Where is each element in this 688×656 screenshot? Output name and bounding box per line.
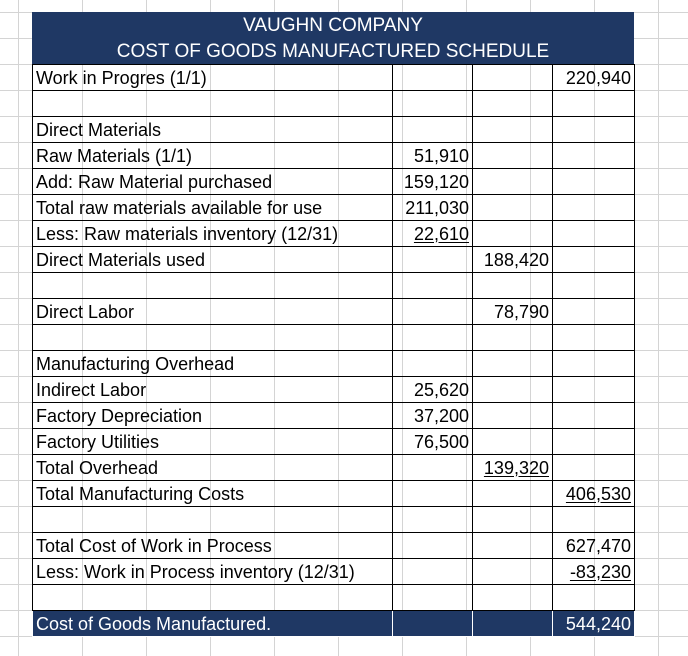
- cell[interactable]: [553, 91, 635, 117]
- blank-row: [33, 585, 635, 611]
- total-manufacturing-costs-value: 406,530: [565, 483, 631, 504]
- cell[interactable]: [553, 351, 635, 377]
- cell[interactable]: [553, 299, 635, 325]
- schedule-title: COST OF GOODS MANUFACTURED SCHEDULE: [116, 41, 550, 62]
- factory-utilities-value[interactable]: 76,500: [393, 429, 473, 455]
- cell[interactable]: [393, 351, 473, 377]
- indirect-labor-value[interactable]: 25,620: [393, 377, 473, 403]
- table-row: [33, 351, 635, 377]
- table-row: [33, 533, 635, 559]
- table-row: [33, 481, 635, 507]
- cell[interactable]: [553, 117, 635, 143]
- table-row: [33, 455, 635, 481]
- cell[interactable]: [473, 195, 553, 221]
- cell[interactable]: [553, 585, 635, 611]
- company-name: VAUGHN COMPANY: [243, 15, 423, 36]
- cell[interactable]: [393, 299, 473, 325]
- blank-row: [33, 507, 635, 533]
- direct-materials-used-label[interactable]: Direct Materials used: [33, 247, 393, 273]
- direct-labor-value[interactable]: 78,790: [473, 299, 553, 325]
- cell[interactable]: [553, 429, 635, 455]
- raw-materials-ending-label[interactable]: Less: Raw materials inventory (12/31): [33, 221, 393, 247]
- indirect-labor-label[interactable]: Indirect Labor: [33, 377, 393, 403]
- table-row: [33, 65, 635, 91]
- cell[interactable]: [473, 143, 553, 169]
- cell[interactable]: [553, 507, 635, 533]
- cell[interactable]: [393, 611, 473, 637]
- cell[interactable]: [553, 455, 635, 481]
- cogm-value[interactable]: 544,240: [553, 611, 635, 637]
- factory-depreciation-label[interactable]: Factory Depreciation: [33, 403, 393, 429]
- cell[interactable]: [473, 585, 553, 611]
- cell[interactable]: [473, 403, 553, 429]
- cell[interactable]: [473, 351, 553, 377]
- cell[interactable]: [553, 247, 635, 273]
- wip-ending-label[interactable]: Less: Work in Process inventory (12/31): [33, 559, 393, 585]
- raw-material-purchased-label[interactable]: Add: Raw Material purchased: [33, 169, 393, 195]
- cogm-schedule: [32, 12, 634, 637]
- direct-labor-label[interactable]: Direct Labor: [33, 299, 393, 325]
- total-raw-available-value[interactable]: 211,030: [393, 195, 473, 221]
- cell[interactable]: [473, 377, 553, 403]
- schedule-table: [32, 64, 635, 637]
- factory-depreciation-value[interactable]: 37,200: [393, 403, 473, 429]
- cell[interactable]: [473, 429, 553, 455]
- cell[interactable]: [473, 117, 553, 143]
- cell[interactable]: [473, 169, 553, 195]
- cell[interactable]: [393, 533, 473, 559]
- cell[interactable]: [473, 221, 553, 247]
- cell[interactable]: [393, 65, 473, 91]
- direct-materials-heading[interactable]: Direct Materials: [33, 117, 393, 143]
- cell[interactable]: [33, 507, 393, 533]
- raw-materials-ending-value: 22,610: [413, 223, 469, 244]
- schedule-header[interactable]: [32, 12, 634, 64]
- cogm-label[interactable]: Cost of Goods Manufactured.: [33, 611, 393, 637]
- cell[interactable]: [553, 195, 635, 221]
- cell[interactable]: [473, 507, 553, 533]
- cell[interactable]: [473, 325, 553, 351]
- raw-materials-beginning-value[interactable]: 51,910: [393, 143, 473, 169]
- cell[interactable]: [33, 91, 393, 117]
- cell[interactable]: [473, 273, 553, 299]
- cell[interactable]: [553, 143, 635, 169]
- total-manufacturing-costs-label[interactable]: Total Manufacturing Costs: [33, 481, 393, 507]
- cell[interactable]: [33, 585, 393, 611]
- cell[interactable]: [553, 325, 635, 351]
- cell[interactable]: [393, 507, 473, 533]
- blank-row: [33, 91, 635, 117]
- cell[interactable]: [553, 377, 635, 403]
- total-overhead-label[interactable]: Total Overhead: [33, 455, 393, 481]
- factory-utilities-label[interactable]: Factory Utilities: [33, 429, 393, 455]
- cell[interactable]: [393, 585, 473, 611]
- cell[interactable]: [473, 559, 553, 585]
- blank-row: [33, 273, 635, 299]
- cell[interactable]: [33, 325, 393, 351]
- cell[interactable]: [473, 533, 553, 559]
- cell[interactable]: [393, 325, 473, 351]
- cell[interactable]: [393, 481, 473, 507]
- total-raw-available-label[interactable]: Total raw materials available for use: [33, 195, 393, 221]
- cell[interactable]: [393, 559, 473, 585]
- cell[interactable]: [393, 247, 473, 273]
- wip-ending-value: -83,230: [569, 561, 631, 582]
- cell[interactable]: [553, 403, 635, 429]
- cell[interactable]: [473, 91, 553, 117]
- table-row: [33, 195, 635, 221]
- cell[interactable]: [393, 455, 473, 481]
- raw-material-purchased-value[interactable]: 159,120: [393, 169, 473, 195]
- direct-materials-used-value[interactable]: 188,420: [473, 247, 553, 273]
- total-cost-wip-label[interactable]: Total Cost of Work in Process: [33, 533, 393, 559]
- wip-ending-cell[interactable]: [553, 559, 635, 585]
- total-overhead-cell[interactable]: [473, 455, 553, 481]
- overhead-heading[interactable]: Manufacturing Overhead: [33, 351, 393, 377]
- table-row: [33, 221, 635, 247]
- wip-beginning-label[interactable]: Work in Progres (1/1): [33, 65, 393, 91]
- total-manufacturing-costs-cell[interactable]: [553, 481, 635, 507]
- raw-materials-beginning-label[interactable]: Raw Materials (1/1): [33, 143, 393, 169]
- cell[interactable]: [473, 65, 553, 91]
- cell[interactable]: [553, 169, 635, 195]
- cell[interactable]: [473, 481, 553, 507]
- cell[interactable]: [473, 611, 553, 637]
- total-overhead-value: 139,320: [483, 457, 549, 478]
- table-row: [33, 559, 635, 585]
- raw-materials-ending-cell[interactable]: [393, 221, 473, 247]
- table-row: [33, 403, 635, 429]
- table-row: [33, 377, 635, 403]
- table-row: [33, 169, 635, 195]
- blank-row: [33, 325, 635, 351]
- cell[interactable]: [553, 273, 635, 299]
- cell[interactable]: [393, 273, 473, 299]
- table-row: [33, 429, 635, 455]
- table-row: [33, 299, 635, 325]
- cell[interactable]: [553, 221, 635, 247]
- cogm-row: [33, 611, 635, 637]
- table-row: [33, 247, 635, 273]
- cell[interactable]: [33, 273, 393, 299]
- cell[interactable]: [393, 117, 473, 143]
- cell[interactable]: [393, 91, 473, 117]
- table-row: [33, 143, 635, 169]
- table-row: [33, 117, 635, 143]
- total-cost-wip-value[interactable]: 627,470: [553, 533, 635, 559]
- wip-beginning-total[interactable]: 220,940: [553, 65, 635, 91]
